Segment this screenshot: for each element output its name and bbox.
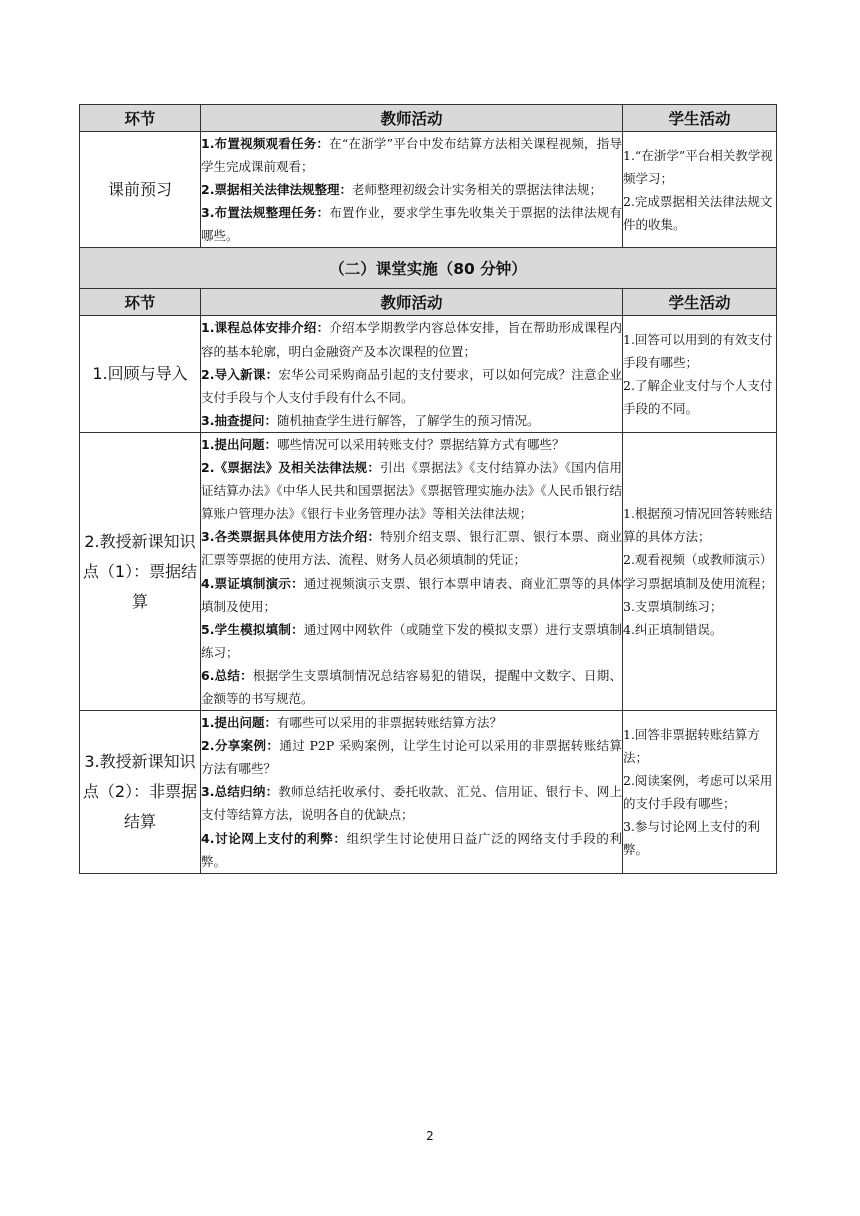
teacher-item: 2.《票据法》及相关法律法规：引出《票据法》《支付结算办法》《国内信用证结算办法》《中华人民共和国票据法》《票据管理实施办法》《人民币银行结算账户管理办法》《银行卡业务管理办法》等相关法律法规； xyxy=(201,460,622,522)
teacher-item: 5.学生模拟填制：通过网中网软件（或随堂下发的模拟支票）进行支票填制练习； xyxy=(201,621,622,660)
teacher-item: 3.布置法规整理任务：布置作业，要求学生事先收集关于票据的法律法规有哪些。 xyxy=(201,205,622,244)
student-cell xyxy=(623,132,777,248)
column-header-teacher: 教师活动 xyxy=(201,105,623,132)
teacher-item: 3.抽查提问：随机抽查学生进行解答，了解学生的预习情况。 xyxy=(201,412,540,428)
teacher-cell xyxy=(201,711,623,874)
table-row xyxy=(80,432,777,710)
stage-cell: 1.回顾与导入 xyxy=(80,316,201,432)
column-header-stage: 环节 xyxy=(80,105,201,132)
page-number: 2 xyxy=(426,1129,434,1143)
teacher-item: 1.布置视频观看任务：在“在浙学”平台中发布结算方法相关课程视频，指导学生完成课前观看； xyxy=(201,136,622,175)
teacher-item: 3.总结归纳：教师总结托收承付、委托收款、汇兑、信用证、银行卡、网上支付等结算方法，说明各自的优缺点； xyxy=(201,784,622,823)
teacher-item: 3.各类票据具体使用方法介绍：特别介绍支票、银行汇票、银行本票、商业汇票等票据的使用方法、流程、财务人员必须填制的凭证； xyxy=(201,529,622,568)
table-row xyxy=(80,711,777,874)
section-row xyxy=(80,248,777,289)
student-item: 1.“在浙学”平台相关教学视频学习； xyxy=(623,147,773,186)
teacher-item: 4.讨论网上支付的利弊：组织学生讨论使用日益广泛的网络支付手段的利弊。 xyxy=(201,830,622,869)
student-item: 3.参与讨论网上支付的利弊。 xyxy=(623,818,760,858)
student-item: 1.根据预习情况回答转账结算的具体方法； xyxy=(623,506,773,545)
student-cell xyxy=(623,711,777,874)
table-row xyxy=(80,316,777,432)
teacher-item: 4.票证填制演示：通过视频演示支票、银行本票申请表、商业汇票等的具体填制及使用； xyxy=(201,575,622,614)
teacher-cell xyxy=(201,132,623,248)
teacher-item: 2.票据相关法律法规整理：老师整理初级会计实务相关的票据法律法规； xyxy=(201,182,602,198)
lesson-plan-table xyxy=(79,104,777,874)
student-item: 1.回答可以用到的有效支付手段有哪些； xyxy=(623,332,773,371)
header-row xyxy=(80,289,777,316)
student-item: 4.纠正填制错误。 xyxy=(623,621,723,637)
column-header-teacher: 教师活动 xyxy=(201,289,623,316)
student-item: 2.观看视频（或教师演示）学习票据填制及使用流程； xyxy=(623,552,774,591)
teacher-item: 2.分享案例：通过 P2P 采购案例，让学生讨论可以采用的非票据转账结算方法有哪些？ xyxy=(201,738,622,777)
teacher-item: 1.提出问题：有哪些可以采用的非票据转账结算方法？ xyxy=(201,715,502,731)
column-header-stage: 环节 xyxy=(80,289,201,316)
stage-cell: 3.教授新课知识点（2）：非票据结算 xyxy=(80,711,201,874)
student-item: 3.支票填制练习； xyxy=(623,598,723,614)
teacher-item: 2.导入新课：宏华公司采购商品引起的支付要求，可以如何完成？注意企业支付手段与个人支付手段有什么不同。 xyxy=(201,366,622,405)
teacher-item: 1.提出问题：哪些情况可以采用转账支付？票据结算方式有哪些？ xyxy=(201,436,565,452)
student-cell xyxy=(623,316,777,432)
table-row xyxy=(80,132,777,248)
student-item: 2.阅读案例，考虑可以采用的支付手段有哪些； xyxy=(623,772,773,811)
student-item: 2.了解企业支付与个人支付手段的不同。 xyxy=(623,378,773,417)
teacher-item: 6.总结：根据学生支票填制情况总结容易犯的错误，提醒中文数字、日期、金额等的书写规范。 xyxy=(201,667,622,706)
header-row xyxy=(80,105,777,132)
column-header-student: 学生活动 xyxy=(623,289,777,316)
teacher-item: 1.课程总体安排介绍：介绍本学期教学内容总体安排，旨在帮助形成课程内容的基本轮廓，明白金融资产及本次课程的位置； xyxy=(201,320,622,359)
column-header-student: 学生活动 xyxy=(623,105,777,132)
student-item: 2.完成票据相关法律法规文件的收集。 xyxy=(623,193,773,232)
section-title: （二）课堂实施（80 分钟） xyxy=(80,248,777,289)
teacher-cell xyxy=(201,316,623,432)
student-item: 1.回答非票据转账结算方法； xyxy=(623,726,760,765)
stage-cell: 课前预习 xyxy=(80,132,201,248)
teacher-cell xyxy=(201,432,623,710)
student-cell xyxy=(623,432,777,710)
stage-cell: 2.教授新课知识点（1）：票据结算 xyxy=(80,432,201,710)
